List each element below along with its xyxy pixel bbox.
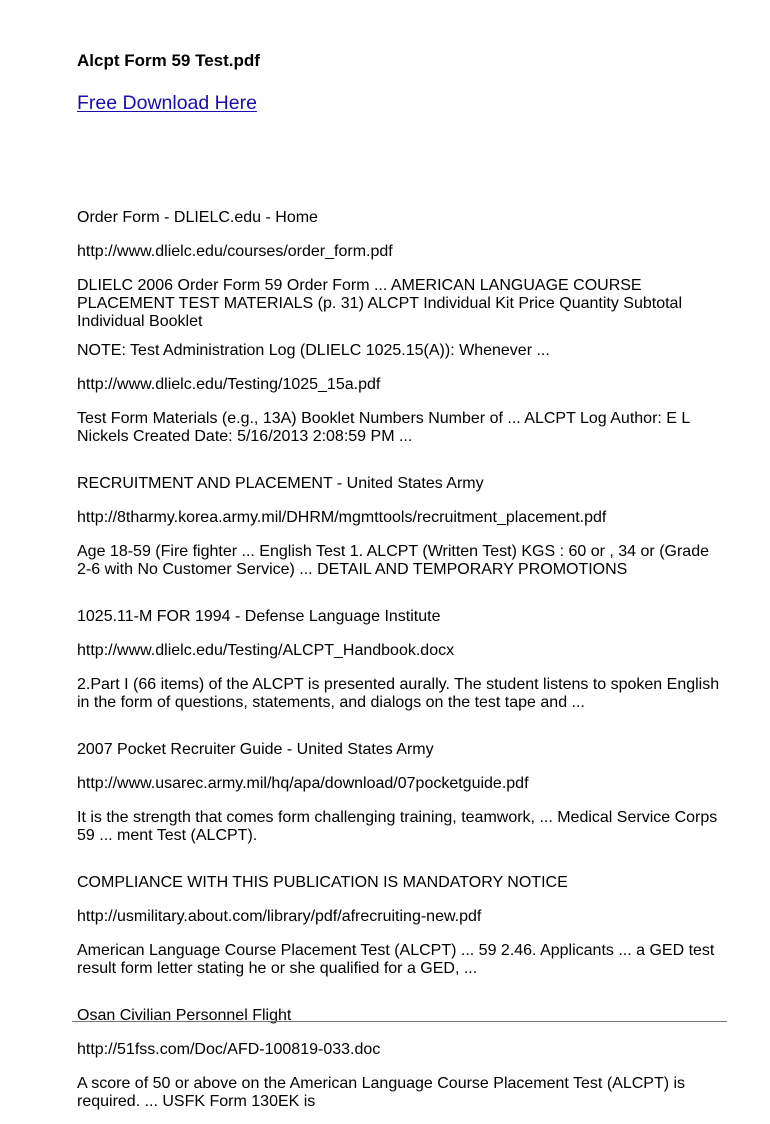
footer-divider [72,1021,727,1022]
entry-url[interactable]: http://usmilitary.about.com/library/pdf/afrecruiting-new.pdf [77,908,482,925]
result-entry [77,1007,727,1124]
entry-url[interactable]: http://www.dlielc.edu/courses/order_form.pdf [77,243,393,260]
entry-description: Age 18-59 (Fire fighter ... English Test 1. ALCPT (Written Test) KGS : 60 or , 34 or (Grade 2-6 with No Customer Service) ... DETAIL AND TEMPORARY PROMOTIONS [77,543,709,578]
entry-title: Osan Civilian Personnel Flight [77,1007,292,1024]
entry-title: Order Form - DLIELC.edu - Home [77,209,318,226]
entry-url[interactable]: http://51fss.com/Doc/AFD-100819-033.doc [77,1041,381,1058]
entry-url[interactable]: http://www.usarec.army.mil/hq/apa/download/07pocketguide.pdf [77,775,529,792]
entry-description: Test Form Materials (e.g., 13A) Booklet Numbers Number of ... ALCPT Log Author: E L Nickels Created Date: 5/16/2013 2:08:59 PM ... [77,410,690,445]
entry-description: American Language Course Placement Test (ALCPT) ... 59 2.46. Applicants ... a GED test result form letter stating he or she qualified for a GED, ... [77,942,715,977]
entry-description: A score of 50 or above on the American Language Course Placement Test (ALCPT) is required. ... USFK Form 130EK is [77,1075,686,1110]
result-list [77,193,727,1124]
result-entry [77,475,727,592]
result-entry [77,209,727,330]
entry-description: DLIELC 2006 Order Form 59 Order Form ... AMERICAN LANGUAGE COURSE PLACEMENT TEST MATERIALS (p. 31) ALCPT Individual Kit Price Quantity Subtotal Individual Booklet [77,277,682,330]
entry-url[interactable]: http://8tharmy.korea.army.mil/DHRM/mgmttools/recruitment_placement.pdf [77,509,607,526]
entry-url[interactable]: http://www.dlielc.edu/Testing/1025_15a.pdf [77,376,381,393]
entry-url[interactable]: http://www.dlielc.edu/Testing/ALCPT_Handbook.docx [77,642,455,659]
document-title: Alcpt Form 59 Test.pdf [77,51,260,70]
free-download-link[interactable]: Free Download Here [77,92,257,114]
result-entry [77,741,727,858]
entry-description: 2.Part I (66 items) of the ALCPT is presented aurally. The student listens to spoken English in the form of questions, statements, and dialogs on the test tape and ... [77,676,720,711]
result-entry [77,874,727,991]
entry-title: COMPLIANCE WITH THIS PUBLICATION IS MANDATORY NOTICE [77,874,568,891]
result-entry [77,608,727,725]
entry-description: It is the strength that comes form challenging training, teamwork, ... Medical Service Corps 59 ... ment Test (ALCPT). [77,809,718,844]
entry-title: 2007 Pocket Recruiter Guide - United States Army [77,741,434,758]
entry-title: NOTE: Test Administration Log (DLIELC 1025.15(A)): Whenever ... [77,342,550,359]
result-entry [77,342,727,459]
entry-title: 1025.11-M FOR 1994 - Defense Language Institute [77,608,441,625]
entry-title: RECRUITMENT AND PLACEMENT - United States Army [77,475,484,492]
